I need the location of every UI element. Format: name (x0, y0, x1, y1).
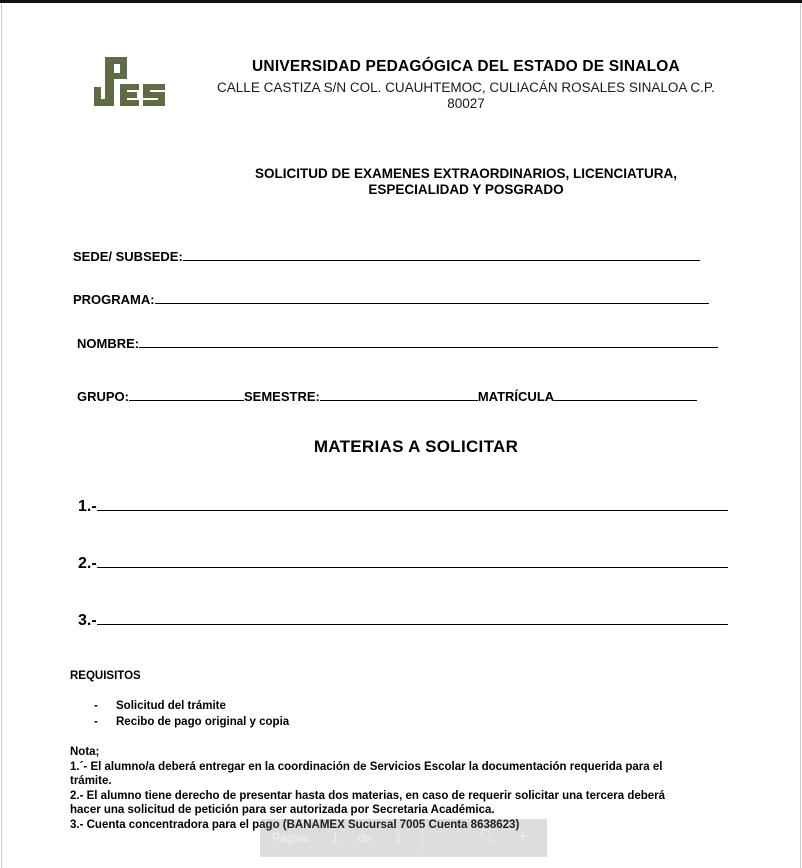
matricula-label: MATRÍCULA (477, 389, 555, 404)
address-line-2: 80027 (447, 96, 485, 111)
requisito-item: - Solicitud del trámite (94, 700, 226, 712)
nota-line: 3.- Cuenta concentradora para el pago (BANAMEX Sucursal 7005 Cuenta 8638623) (70, 818, 520, 831)
materia-2-field[interactable] (78, 554, 728, 573)
grupo-line[interactable] (129, 389, 244, 401)
materia-1-line[interactable] (97, 497, 728, 511)
sede-label: SEDE/ SUBSEDE: (73, 249, 183, 264)
zoom-in-icon[interactable]: + (518, 828, 528, 845)
form-title-line-1: SOLICITUD DE EXAMENES EXTRAORDINARIOS, LICENCIATURA, (254, 166, 678, 181)
programa-line[interactable] (155, 292, 709, 304)
sede-field[interactable] (73, 249, 700, 264)
materia-1-field[interactable] (78, 497, 728, 516)
address-line-1: CALLE CASTIZA S/N COL. CUAUHTEMOC, CULIACÁN ROSALES SINALOA C.P. (217, 80, 715, 95)
page-total: 1 (395, 831, 402, 845)
materia-3-label: 3.- (78, 612, 97, 629)
nombre-line[interactable] (139, 336, 718, 348)
form-title (202, 166, 730, 198)
requisitos-list (94, 698, 289, 730)
toolbar-divider (422, 825, 423, 851)
nota-line: 1.´- El alumno/a deberá entregar en la coordinación de Servicios Escolar la documentación requerida para el (70, 760, 663, 773)
matricula-line[interactable] (554, 389, 697, 401)
upes-logo-icon (87, 55, 172, 115)
semestre-line[interactable] (320, 389, 478, 401)
document-page (1, 3, 801, 868)
nota-line: trámite. (70, 775, 112, 788)
grupo-label: GRUPO: (77, 389, 129, 404)
nota-title: Nota; (70, 746, 100, 758)
page-current-input[interactable]: 1 (332, 831, 339, 845)
requisitos-title: REQUISITOS (70, 670, 141, 682)
nota-line: 2.- El alumno tiene derecho de presentar hasta dos materias, en caso de requerir solicitar una tercera deberá (70, 789, 666, 802)
nombre-label: NOMBRE: (77, 336, 140, 351)
page-of-label: de (358, 831, 372, 845)
zoom-out-icon[interactable]: 🔍︎ (478, 829, 498, 846)
materia-2-line[interactable] (97, 554, 728, 568)
materia-3-line[interactable] (97, 611, 728, 625)
institution-address (192, 80, 740, 112)
page-label: Página (272, 831, 310, 845)
programa-label: PROGRAMA: (73, 292, 155, 307)
viewer-toolbar[interactable] (260, 819, 547, 857)
form-title-line-2: ESPECIALIDAD Y POSGRADO (368, 182, 564, 197)
grupo-semestre-matricula-row[interactable] (77, 389, 697, 404)
materias-title: MATERIAS A SOLICITAR (313, 437, 519, 456)
institution-name: UNIVERSIDAD PEDAGÓGICA DEL ESTADO DE SINALOA (252, 58, 680, 75)
sede-line[interactable] (183, 249, 700, 261)
requisito-item: - Recibo de pago original y copia (94, 716, 290, 728)
materia-2-label: 2.- (78, 555, 97, 572)
nota-line: hacer una solicitud de petición para ser autorizada por Secretaria Académica. (70, 804, 495, 817)
materia-3-field[interactable] (78, 611, 728, 630)
semestre-label: SEMESTRE: (244, 389, 320, 404)
programa-field[interactable] (73, 292, 709, 307)
materia-1-label: 1.- (78, 498, 97, 515)
nombre-field[interactable] (77, 336, 718, 351)
